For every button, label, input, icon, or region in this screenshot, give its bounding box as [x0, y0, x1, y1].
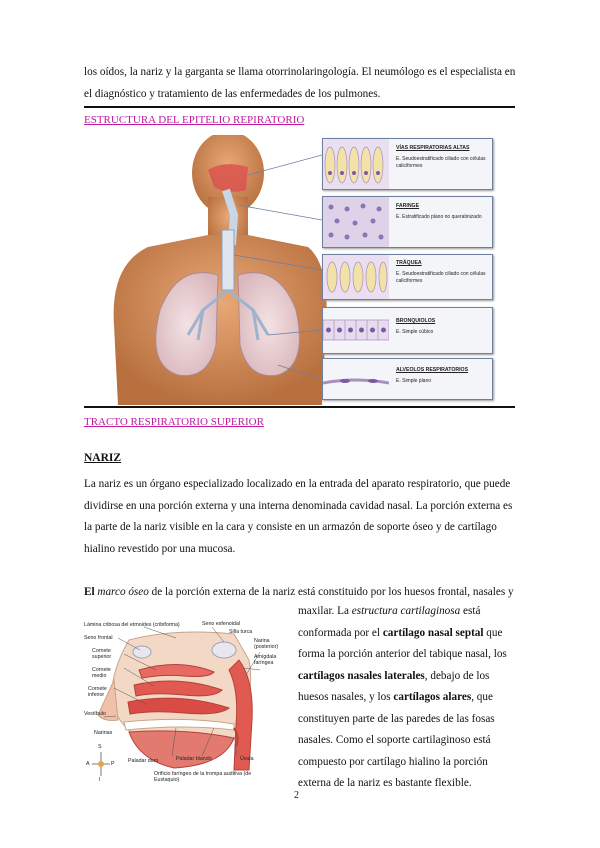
rc-line-1: [298, 601, 516, 623]
rc-bold: cartílagos alares: [393, 691, 472, 703]
label-cornete-inferior: Cornete inferior: [88, 686, 107, 698]
intro-line-1: los oídos, la nariz y la garganta se llama otorrinolaringología. El neumólogo es el especialista en: [84, 66, 516, 78]
rc-line-5: [298, 687, 516, 709]
label-paladar-duro: Paladar duro: [128, 758, 159, 764]
rc-text: conformada por el: [298, 626, 383, 639]
label-vestibulo: Vestíbulo: [84, 711, 106, 717]
marco-italic: marco óseo: [97, 586, 149, 598]
panel-desc: E. Simple plano: [396, 378, 432, 384]
panel-vias-altas: [322, 138, 493, 190]
nasal-cavity-illustration: [84, 620, 296, 790]
label-narina-posterior: Narina (posterior): [254, 638, 279, 650]
rc-line-2: [298, 623, 516, 645]
label-silla-turca: Silla turca: [229, 629, 253, 635]
label-orificio: Orificio faríngeo de la trompa auditiva (de Eustaquio): [154, 771, 252, 783]
label-seno-esfenoidal: Seno esfenoidal: [202, 621, 240, 627]
label-narinas: Narinas: [94, 730, 113, 736]
panel-desc: E. Seudoestratificado ciliado con células caliciformes: [396, 271, 486, 284]
panel-title: TRÁQUEA: [396, 260, 422, 266]
panel-title: VÍAS RESPIRATORIAS ALTAS: [396, 145, 470, 151]
rc-bold: cartílagos nasales laterales: [298, 669, 425, 682]
label-amigdala: Amígdala faríngea: [254, 654, 277, 666]
nariz-heading: NARIZ: [84, 452, 122, 464]
link-estructura-epitelio[interactable]: ESTRUCTURA DEL EPITELIO REPIRATORIO: [84, 114, 305, 126]
rc-line-8: compuesto por cartílago hialino la porción: [298, 755, 488, 768]
panel-alveolos: [322, 358, 493, 400]
rc-text: , debajo de los: [424, 669, 490, 682]
intro-line-2: el diagnóstico y tratamiento de las enfermedades de los pulmones.: [84, 87, 381, 100]
label-paladar-blando: Paladar blando: [176, 756, 212, 762]
rc-text: está: [460, 605, 481, 617]
rc-text: que: [483, 626, 503, 639]
panel-title: FARINGE: [396, 203, 420, 209]
marco-rest: de la porción externa de la nariz está constituido por los huesos frontal, nasales y: [148, 586, 514, 598]
compass-a: A: [86, 761, 90, 767]
rc-line-7: nasales. Como el soporte cartilaginoso está: [298, 734, 491, 746]
rc-line-3: forma la porción anterior del tabique nasal, los: [298, 648, 507, 660]
orientation-compass: [86, 744, 116, 784]
nariz-line-1: La nariz es un órgano especializado localizado en la entrada del aparato respiratorio, que puede: [84, 478, 511, 490]
torso-illustration: [108, 135, 328, 405]
rc-line-9: externa de la nariz es bastante flexible.: [298, 777, 472, 789]
rc-line-6: constituyen parte de las paredes de las fosas: [298, 712, 495, 725]
compass-s: S: [98, 744, 102, 750]
panel-title: BRONQUIOLOS: [396, 318, 436, 324]
nariz-line-4: hialino revestido por una mucosa.: [84, 542, 236, 555]
rc-text: maxilar. La: [298, 605, 352, 617]
rc-bold: cartílago nasal septal: [382, 626, 484, 639]
divider-2: [84, 406, 515, 408]
panel-bronquiolos: [322, 307, 493, 354]
panel-desc: E. Seudoestratificado ciliado con células caliciformes: [396, 156, 486, 169]
rc-italic: estructura cartilaginosa: [351, 605, 461, 617]
label-lamina: Lámina cribosa del etmoides (cribiforma): [84, 622, 180, 628]
nariz-line-2: dividirse en una porción externa y una interna denominada cavidad nasal. La porción externa es: [84, 499, 513, 512]
panel-traquea: [322, 254, 493, 300]
compass-i: I: [99, 777, 101, 783]
page-number: 2: [294, 790, 299, 801]
right-column-text: [298, 601, 516, 795]
panel-title: ALVEOLOS RESPIRATORIOS: [396, 367, 469, 373]
panel-faringe: [322, 196, 493, 248]
nariz-line-3: la parte de la nariz visible en la cara y consiste en un armazón de soporte óseo y de cartílago: [84, 521, 497, 533]
rc-line-4: [298, 666, 516, 688]
compass-p: P: [111, 761, 115, 767]
panel-desc: E. Simple cúbico: [396, 329, 434, 335]
label-cornete-superior: Cornete superior: [92, 648, 112, 660]
rc-text: huesos nasales, y los: [298, 691, 394, 703]
label-uvula: Úvula: [240, 756, 254, 762]
panel-desc: E. Estratificado plano no queratinizado: [396, 214, 482, 220]
marco-el: El: [84, 586, 95, 598]
link-tracto-superior[interactable]: TRACTO RESPIRATORIO SUPERIOR: [84, 416, 264, 428]
divider-1: [84, 106, 515, 108]
label-seno-frontal: Seno frontal: [84, 635, 113, 641]
label-cornete-medio: Cornete medio: [92, 667, 111, 679]
rc-text: , que: [471, 691, 493, 703]
